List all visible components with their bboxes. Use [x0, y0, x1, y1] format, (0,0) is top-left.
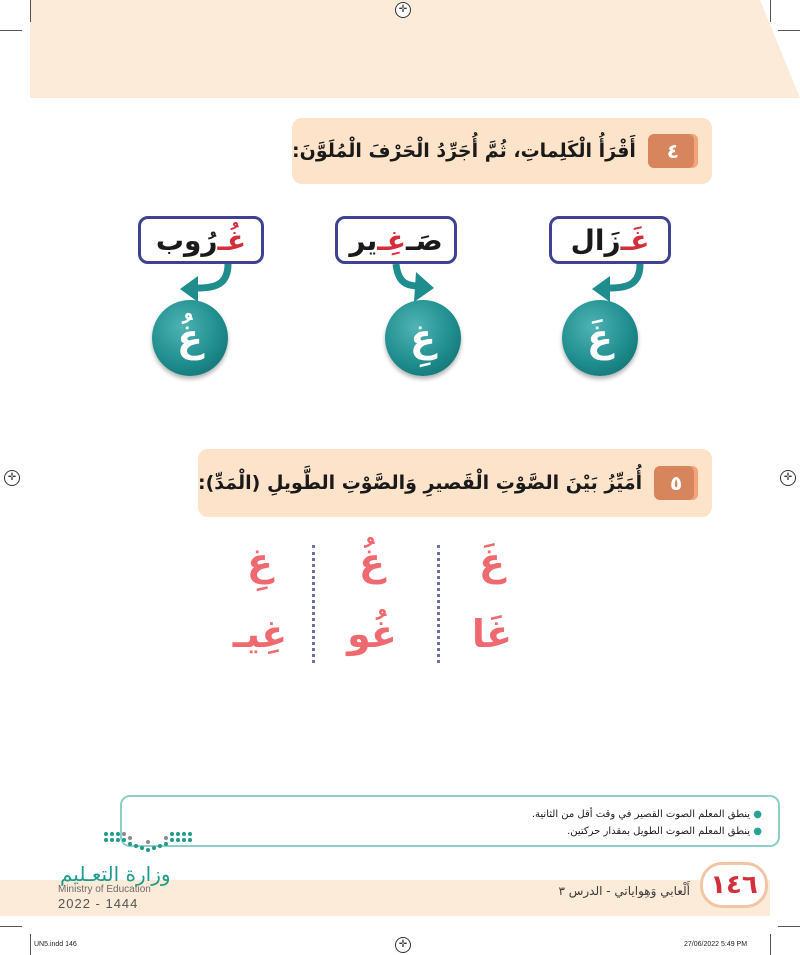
ministry-name-arabic: وزارة التعـليم — [60, 862, 171, 886]
bullet-icon: ● — [750, 809, 762, 820]
page-number: ١٤٦ — [700, 862, 768, 908]
file-slug: UN5.indd 146 — [34, 941, 77, 948]
registration-mark-icon: ✛ — [780, 470, 796, 486]
word-card — [549, 216, 671, 264]
long-vowel-letter: غَا — [471, 612, 513, 656]
word-rest: ير — [349, 223, 378, 257]
section-5-number: ٥ — [670, 471, 683, 495]
registration-mark-icon: ✛ — [395, 937, 411, 953]
letter-circle — [385, 300, 461, 376]
section-5-number-badge — [654, 466, 698, 500]
note-text: ينطق المعلم الصوت القصير في وقت أقل من الثانية. — [531, 809, 751, 820]
teacher-notes-box — [120, 795, 780, 847]
registration-mark-icon: ✛ — [395, 2, 411, 18]
word-rest: زَال — [570, 223, 621, 257]
crop-mark — [0, 30, 22, 31]
top-band-corner — [760, 0, 800, 98]
letter-circle — [562, 300, 638, 376]
teacher-note — [567, 826, 762, 837]
section-4-instruction: أَقْرَأُ الْكَلِماتِ، ثُمَّ أُجَرِّدُ الْحَرْفَ الْمُلَوَّنَ: — [292, 140, 636, 162]
curved-arrow-icon — [390, 262, 440, 306]
word-rest: رُوب — [155, 223, 218, 257]
long-vowel-letter: غُو — [347, 612, 397, 656]
ministry-name-english: Ministry of Education — [58, 884, 151, 895]
bullet-icon: ● — [750, 826, 762, 837]
ministry-year: 2022 - 1444 — [58, 896, 139, 911]
isolated-letter: غُ — [177, 316, 203, 360]
crop-mark — [30, 0, 31, 22]
crop-mark — [770, 0, 771, 22]
word-highlight: غَـ — [620, 223, 650, 257]
date-slug: 27/06/2022 5:49 PM — [684, 941, 748, 948]
crop-mark — [778, 926, 800, 927]
section-5-instruction: أُمَيِّزُ بَيْنَ الصَّوْتِ الْقَصيرِ وَالصَّوْتِ الطَّويلِ (الْمَدِّ): — [198, 472, 643, 494]
word-highlight: غُـ — [217, 223, 247, 257]
crop-mark — [778, 30, 800, 31]
isolated-letter: غِ — [410, 316, 436, 360]
registration-mark-icon: ✛ — [4, 470, 20, 486]
isolated-letter: غَ — [587, 316, 613, 360]
crop-mark — [770, 934, 771, 955]
word-highlight: غِـ — [377, 223, 406, 257]
section-5-banner — [198, 449, 712, 517]
column-divider — [312, 545, 315, 663]
column-divider — [437, 545, 440, 663]
short-vowel-letter: غَ — [479, 540, 505, 584]
short-vowel-letter: غِ — [247, 540, 273, 584]
word-card — [138, 216, 264, 264]
letter-circle — [152, 300, 228, 376]
word-card — [335, 216, 457, 264]
long-vowel-letter: غِيـ — [232, 612, 288, 656]
curved-arrow-icon — [588, 262, 648, 304]
crop-mark — [30, 934, 31, 955]
word-start: صَـ — [406, 223, 443, 257]
ministry-logo-icon — [100, 826, 196, 862]
curved-arrow-icon — [176, 262, 236, 304]
teacher-note — [532, 809, 762, 820]
lesson-title: أَلْعابي وَهِواياتي - الدرس ٣ — [558, 884, 690, 898]
section-4-banner — [292, 118, 712, 184]
top-band — [30, 0, 800, 98]
note-text: ينطق المعلم الصوت الطويل بمقدار حركتين. — [567, 826, 751, 837]
short-vowel-letter: غُ — [359, 540, 385, 584]
section-4-number-badge — [648, 134, 698, 168]
section-4-number: ٤ — [666, 139, 680, 163]
crop-mark — [0, 926, 22, 927]
